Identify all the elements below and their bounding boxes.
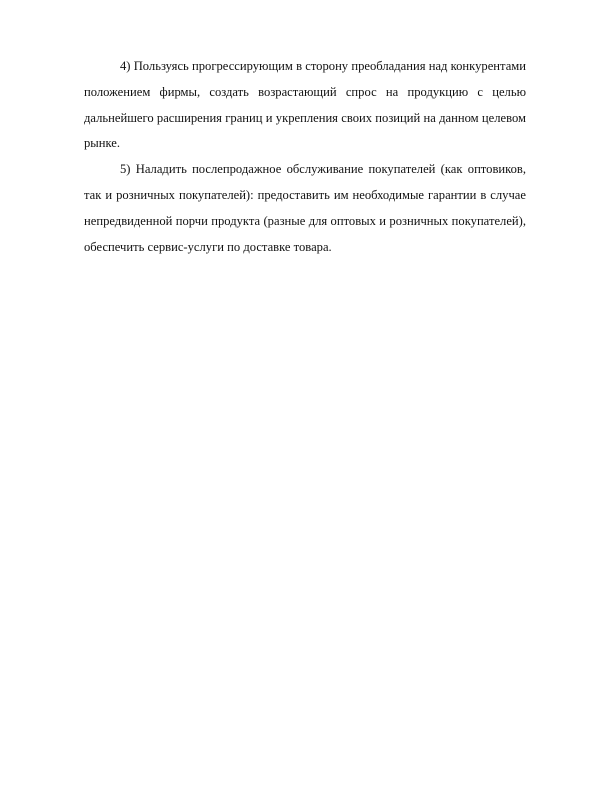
- paragraph-item-5: 5) Наладить послепродажное обслуживание покупателей (как оптовиков, так и розничных покупателей): предоставить им необходимые гарантии в случае непредвиденной порчи продукта (разные для оптовых и розничных покупателей), обеспечить сервис-услуги по доставке товара.: [84, 162, 526, 254]
- paragraph-item-4: 4) Пользуясь прогрессирующим в сторону преобладания над конкурентами положением фирмы, создать возрастающий спрос на продукцию с целью дальнейшего расширения границ и укрепления своих позиций на данном целевом рынке.: [84, 59, 526, 151]
- body-text: [84, 54, 526, 260]
